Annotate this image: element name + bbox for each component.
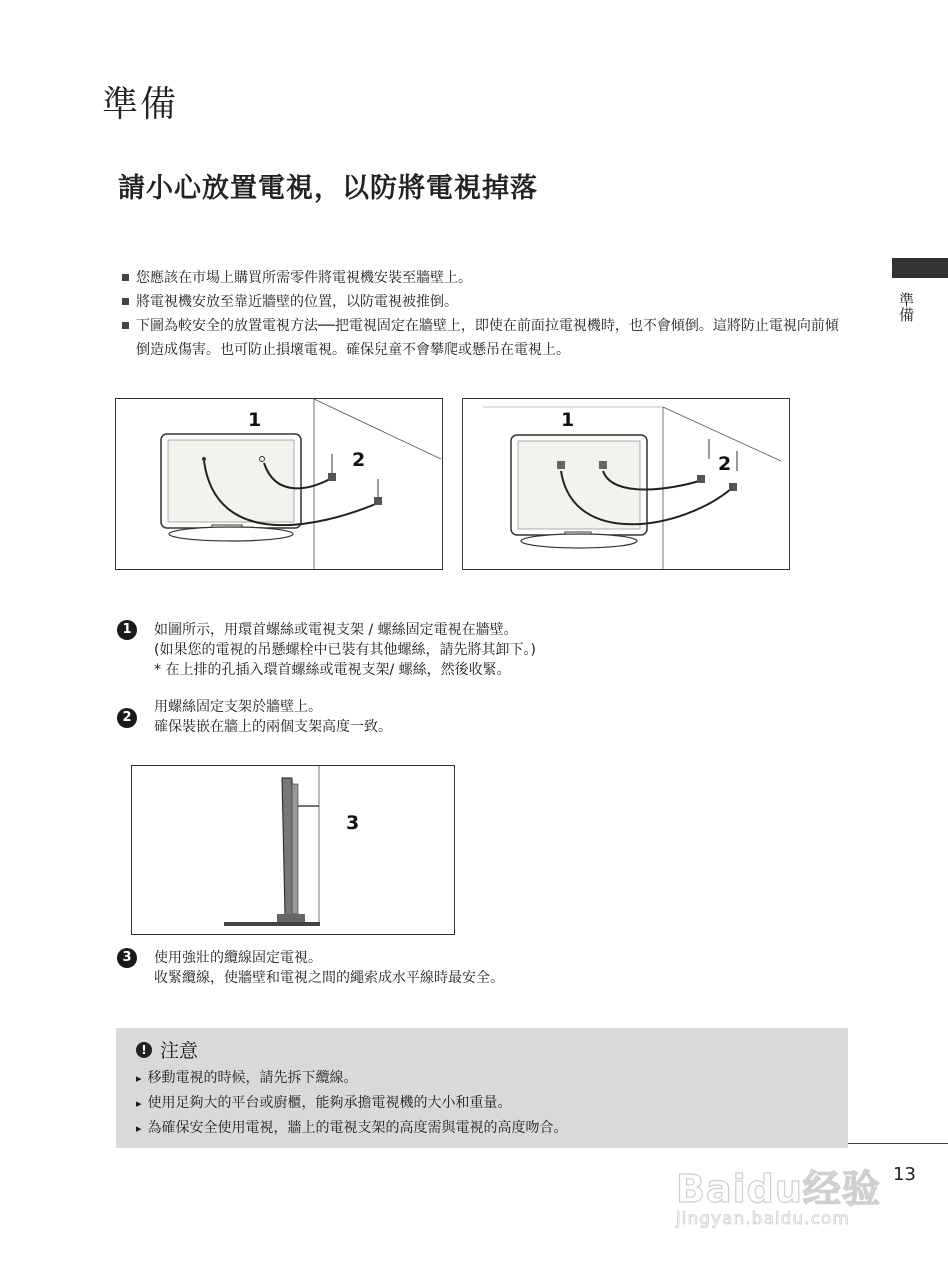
caution-item: ▸ 使用足夠大的平台或廚櫃，能夠承擔電視機的大小和重量。	[136, 1091, 568, 1116]
figure-eyebolt-install	[115, 398, 443, 570]
watermark-url: jingyan.baidu.com	[676, 1209, 850, 1229]
callout-label: 1	[561, 409, 575, 431]
exclamation-icon: !	[136, 1042, 152, 1058]
step-text-line: 使用強壯的纜線固定電視。	[154, 950, 322, 966]
callout-label: 3	[346, 812, 360, 834]
intro-bullet-list	[122, 266, 842, 362]
caution-item: ▸ 移動電視的時候，請先拆下纜線。	[136, 1066, 568, 1091]
watermark-brand: Baidu经验	[676, 1167, 881, 1211]
bullet-item: 下圖為較安全的放置電視方法──把電視固定在牆壁上，即使在前面拉電視機時，也不會傾倒。這將防止電視向前傾倒造成傷害。也可防止損壞電視。確保兒童不會攀爬或懸吊在電視上。	[122, 314, 842, 362]
step-text-line: 如圖所示，用環首螺絲或電視支架 / 螺絲固定電視在牆壁。	[154, 622, 518, 638]
caution-item: ▸ 為確保安全使用電視，牆上的電視支架的高度需與電視的高度吻合。	[136, 1116, 568, 1141]
step-number-badge: 3	[117, 948, 137, 968]
step-text-line: 用螺絲固定支架於牆壁上。	[154, 699, 322, 715]
step-text-line: 確保裝嵌在牆上的兩個支架高度一致。	[154, 719, 392, 735]
tv-side-view-illustration	[132, 766, 454, 934]
step-number-badge: 2	[117, 708, 137, 728]
page-number: 13	[893, 1164, 916, 1185]
figure-side-view	[131, 765, 455, 935]
page-heading: 請小心放置電視，以防將電視掉落	[118, 173, 538, 204]
caution-box	[116, 1028, 848, 1148]
figure-bracket-install	[462, 398, 790, 570]
callout-label: 2	[718, 453, 732, 475]
callout-label: 1	[248, 409, 262, 431]
step-1	[117, 620, 737, 680]
step-number-badge: 1	[117, 620, 137, 640]
baidu-watermark-logo	[676, 1158, 886, 1229]
step-text-line: (如果您的電視的吊懸螺栓中已裝有其他螺絲，請先將其卸下。)	[154, 642, 536, 658]
tv-wall-illustration-1	[116, 399, 442, 569]
caution-heading	[136, 1036, 198, 1063]
step-text-line: * 在上排的孔插入環首螺絲或電視支架/ 螺絲，然後收緊。	[154, 662, 511, 678]
caution-list	[136, 1066, 568, 1141]
tv-wall-illustration-2	[463, 399, 789, 569]
step-2	[117, 697, 737, 737]
step-text-line: 收緊纜線，使牆壁和電視之間的繩索成水平線時最安全。	[154, 970, 504, 986]
side-tab-marker	[892, 258, 948, 278]
caution-title: 注意	[160, 1040, 199, 1062]
section-title: 準備	[102, 84, 179, 125]
bullet-item: 您應該在市場上購買所需零件將電視機安裝至牆壁上。	[122, 266, 842, 290]
bullet-item: 將電視機安放至靠近牆壁的位置，以防電視被推倒。	[122, 290, 842, 314]
callout-label: 2	[352, 449, 366, 471]
page-rule	[848, 1143, 948, 1144]
step-3	[117, 948, 737, 988]
side-tab-label: 準備	[897, 292, 915, 322]
